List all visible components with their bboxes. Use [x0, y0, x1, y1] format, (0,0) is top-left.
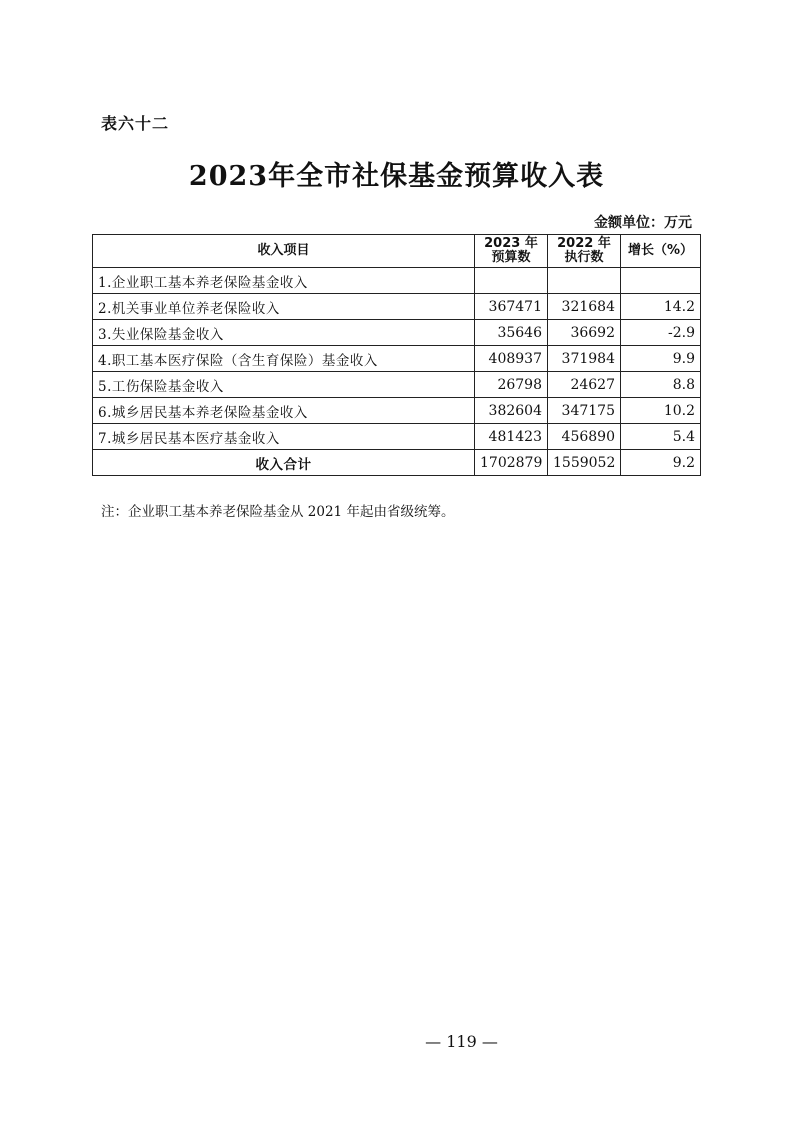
total-row [93, 450, 701, 476]
row-actual-2022: 347175 [548, 398, 621, 424]
row-item: 6.城乡居民基本养老保险基金收入 [93, 398, 475, 424]
table-body [93, 268, 701, 476]
page-number: — 119 — [425, 1032, 498, 1051]
row-item: 1.企业职工基本养老保险基金收入 [93, 268, 475, 294]
header-row [93, 235, 701, 268]
row-budget-2023 [475, 268, 548, 294]
footnote: 注：企业职工基本养老保险基金从 2021 年起由省级统筹。 [101, 504, 455, 520]
table-row [93, 268, 701, 294]
row-budget-2023: 382604 [475, 398, 548, 424]
table-row [93, 294, 701, 320]
row-growth: 14.2 [621, 294, 701, 320]
row-growth: 8.8 [621, 372, 701, 398]
row-actual-2022: 456890 [548, 424, 621, 450]
row-item: 4.职工基本医疗保险（含生育保险）基金收入 [93, 346, 475, 372]
row-item: 2.机关事业单位养老保险收入 [93, 294, 475, 320]
row-item: 3.失业保险基金收入 [93, 320, 475, 346]
row-actual-2022 [548, 268, 621, 294]
header-budget-2023-label: 预算数 [491, 250, 531, 265]
total-budget-2023: 1702879 [475, 450, 548, 476]
row-growth: 10.2 [621, 398, 701, 424]
table-row [93, 372, 701, 398]
row-budget-2023: 26798 [475, 372, 548, 398]
row-budget-2023: 481423 [475, 424, 548, 450]
row-actual-2022: 36692 [548, 320, 621, 346]
header-actual-2022-label: 执行数 [564, 250, 604, 265]
row-budget-2023: 367471 [475, 294, 548, 320]
row-actual-2022: 321684 [548, 294, 621, 320]
header-budget-2023-year: 2023 年 [484, 236, 538, 251]
table-row [93, 320, 701, 346]
row-budget-2023: 35646 [475, 320, 548, 346]
row-actual-2022: 371984 [548, 346, 621, 372]
table-header [93, 235, 701, 268]
row-actual-2022: 24627 [548, 372, 621, 398]
header-actual-2022 [548, 235, 621, 268]
header-actual-2022-year: 2022 年 [557, 236, 611, 251]
header-growth: 增长（%） [621, 235, 701, 268]
table-code: 表六十二 [101, 114, 170, 133]
table-row [93, 346, 701, 372]
unit-note: 金额单位：万元 [594, 215, 692, 231]
page-title: 2023年全市社保基金预算收入表 [188, 161, 605, 192]
header-item: 收入项目 [93, 235, 475, 268]
row-growth: -2.9 [621, 320, 701, 346]
row-growth: 9.9 [621, 346, 701, 372]
row-budget-2023: 408937 [475, 346, 548, 372]
row-growth [621, 268, 701, 294]
total-label: 收入合计 [93, 450, 475, 476]
budget-income-table [92, 234, 701, 476]
header-budget-2023 [475, 235, 548, 268]
row-growth: 5.4 [621, 424, 701, 450]
row-item: 5.工伤保险基金收入 [93, 372, 475, 398]
total-actual-2022: 1559052 [548, 450, 621, 476]
table-row [93, 424, 701, 450]
total-growth: 9.2 [621, 450, 701, 476]
table-row [93, 398, 701, 424]
row-item: 7.城乡居民基本医疗基金收入 [93, 424, 475, 450]
